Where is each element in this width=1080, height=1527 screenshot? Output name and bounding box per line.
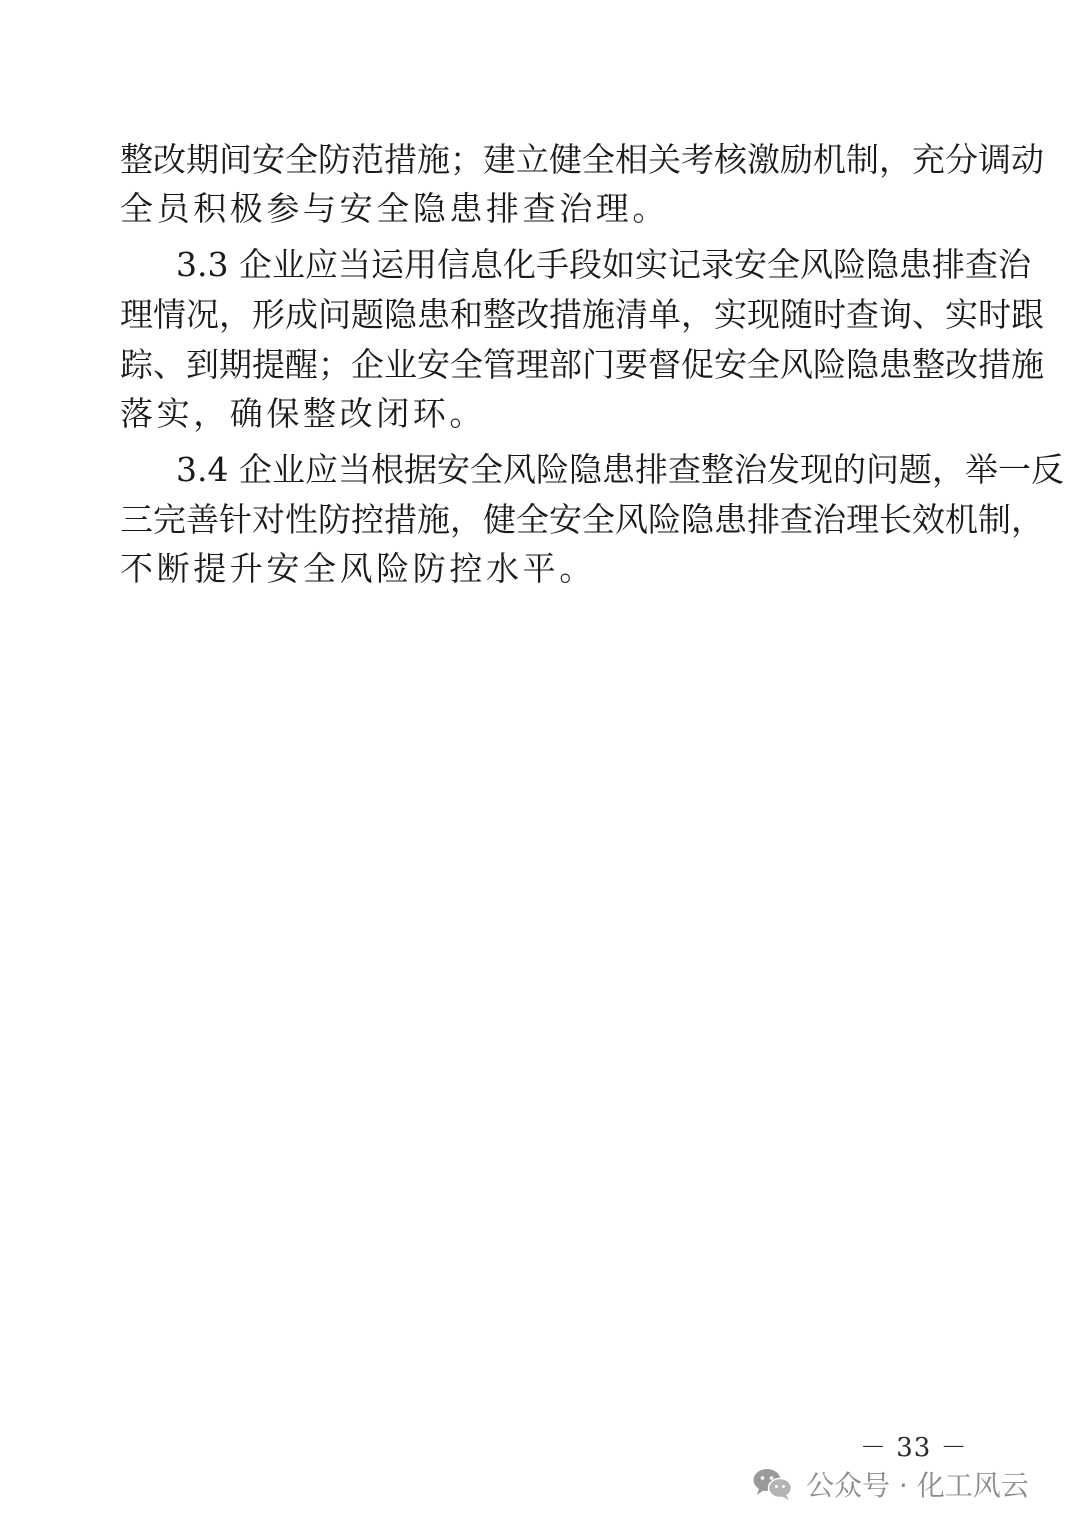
paragraph-2-line-1: 3.3 企业应当运用信息化手段如实记录安全风险隐患排查治	[176, 245, 1031, 284]
wechat-watermark	[752, 1462, 1029, 1506]
page-number: － 33 －	[860, 1433, 968, 1463]
paragraph-3-line-3: 不断提升安全风险防控水平。	[120, 549, 596, 588]
paragraph-2-line-2: 理情况，形成问题隐患和整改措施清单，实现随时查询、实时跟	[120, 295, 1044, 334]
wechat-icon	[752, 1467, 794, 1501]
paragraph-1-line-2: 全员积极参与安全隐患排查治理。	[120, 189, 669, 228]
watermark-text: 公众号 · 化工风云	[806, 1469, 1029, 1502]
paragraph-2-line-4: 落实，确保整改闭环。	[120, 394, 486, 433]
paragraph-1-line-1: 整改期间安全防范措施；建立健全相关考核激励机制，充分调动	[120, 140, 1044, 179]
paragraph-3-line-1: 3.4 企业应当根据安全风险隐患排查整治发现的问题，举一反	[176, 450, 1064, 489]
paragraph-2-line-3: 踪、到期提醒；企业安全管理部门要督促安全风险隐患整改措施	[120, 345, 1044, 384]
paragraph-3-line-2: 三完善针对性防控措施，健全安全风险隐患排查治理长效机制，	[120, 500, 1044, 539]
